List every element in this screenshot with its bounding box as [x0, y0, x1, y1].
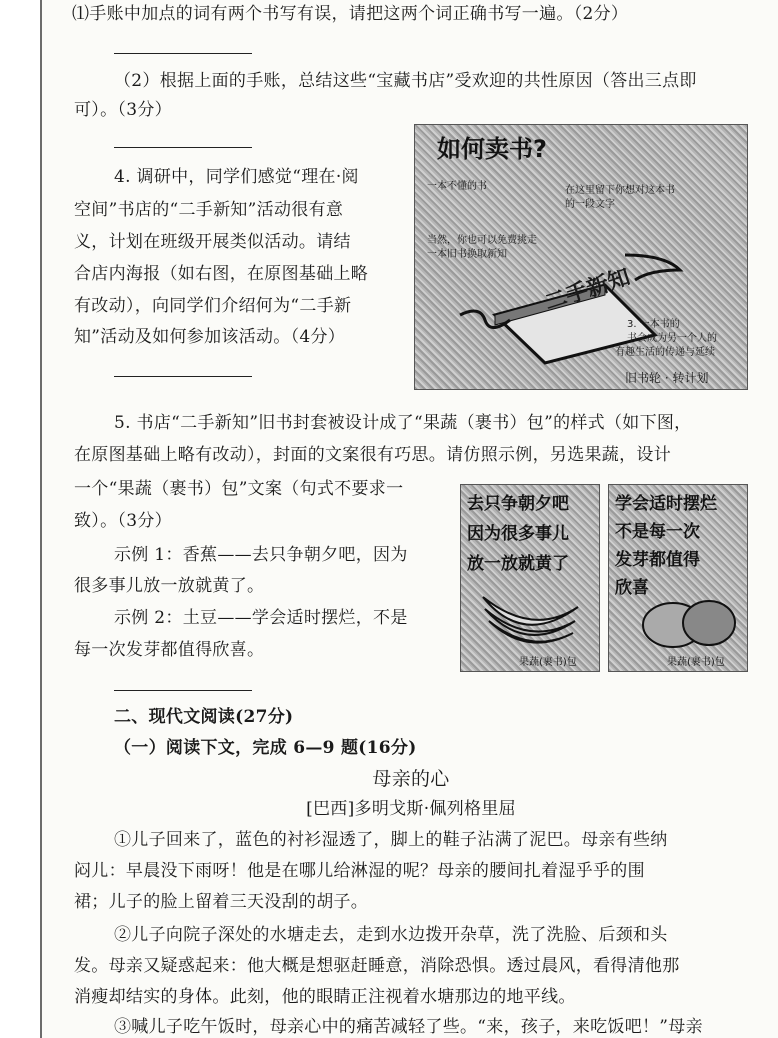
q3-part1: ⑴手账中加点的词有两个书写有误，请把这两个词正确书写一遍。（2分）	[72, 4, 629, 24]
answer-blank[interactable]	[114, 690, 252, 691]
bag-text: 发芽都值得	[615, 550, 700, 570]
q3-part2-cont: 可）。（3分）	[74, 100, 172, 120]
poster-title: 如何卖书?	[437, 135, 547, 163]
poster-text: 当然，你也可以免费挑走	[427, 235, 537, 246]
bag-text: 欣喜	[615, 578, 649, 598]
q4-line: 合店内海报（如右图，在原图基础上略	[74, 264, 369, 284]
bookstore-poster-image	[414, 124, 748, 390]
bag-text: 因为很多事儿	[467, 524, 569, 544]
poster-text: 书会成为另一个人的	[627, 333, 717, 344]
q5-line: 一个“果蔬（裹书）包”文案（句式不要求一	[74, 479, 404, 499]
section-heading: 二、现代文阅读(27分)	[114, 707, 294, 727]
q5-line: 在原图基础上略有改动），封面的文案很有巧思。请仿照示例，另选果蔬，设计	[74, 445, 671, 465]
article-title: 母亲的心	[372, 768, 450, 790]
answer-blank[interactable]	[114, 53, 252, 54]
answer-blank[interactable]	[114, 376, 252, 377]
poster-text: 一本不懂的书	[427, 181, 487, 192]
q4-line: 义，计划在班级开展类似活动。请结	[74, 232, 351, 252]
poster-text: 3. 一本书的	[627, 319, 680, 330]
section-subheading: （一）阅读下文，完成 6—9 题(16分)	[114, 738, 417, 758]
poster-text: 一本旧书换取新知	[427, 249, 507, 260]
bag-text: 不是每一次	[615, 522, 700, 542]
q5-line: 5. 书店“二手新知”旧书封套被设计成了“果蔬（裹书）包”的样式（如下图，	[114, 413, 692, 433]
q5-example: 很多事儿放一放就黄了。	[74, 576, 265, 596]
article-paragraph-line: ③喊儿子吃午饭时，母亲心中的痛苦减轻了些。“来，孩子，来吃饭吧！”母亲	[114, 1017, 703, 1037]
poster-footer: 旧书轮 · 转计划	[625, 371, 709, 385]
banana-icon	[475, 577, 585, 647]
bag-label: 果蔬(裹书)包	[519, 657, 577, 668]
q5-example: 示例 1：香蕉——去只争朝夕吧，因为	[114, 545, 408, 565]
article-paragraph-line: 闷儿：早晨没下雨呀！他是在哪儿给淋湿的呢？母亲的腰间扎着湿乎乎的围	[74, 861, 645, 881]
bag-text: 去只争朝夕吧	[467, 494, 569, 514]
article-paragraph-line: 消瘦却结实的身体。此刻，他的眼睛正注视着水塘那边的地平线。	[74, 987, 576, 1007]
article-paragraph-line: ②儿子向院子深处的水塘走去，走到水边拨开杂草，洗了洗脸、后颈和头	[114, 925, 668, 945]
poster-text: 在这里留下你想对这本书	[565, 185, 675, 196]
bag-label: 果蔬(裹书)包	[667, 657, 725, 668]
q4-line: 4. 调研中，同学们感觉“理在·阅	[114, 167, 359, 187]
q5-example: 每一次发芽都值得欣喜。	[74, 640, 265, 660]
poster-text: 有趣生活的传递与延续	[615, 347, 715, 358]
article-paragraph-line: ①儿子回来了，蓝色的衬衫湿透了，脚上的鞋子沾满了泥巴。母亲有些纳	[114, 830, 668, 850]
exam-page	[40, 0, 778, 1038]
potato-bag-image	[608, 484, 748, 672]
answer-blank[interactable]	[114, 147, 252, 148]
banana-bag-image	[460, 484, 600, 672]
q5-line: 致）。（3分）	[74, 511, 172, 531]
bag-text: 放一放就黄了	[467, 554, 569, 574]
q4-line: 知”活动及如何参加该活动。（4分）	[74, 327, 346, 347]
poster-book-title: 二手新知	[541, 264, 634, 316]
q3-part2: （2）根据上面的手账，总结这些“宝藏书店”受欢迎的共性原因（答出三点即	[114, 71, 697, 91]
bag-text: 学会适时摆烂	[615, 494, 717, 514]
article-paragraph-line: 裙；儿子的脸上留着三天没刮的胡子。	[74, 892, 369, 912]
article-author: [巴西]多明戈斯·佩列格里屈	[306, 799, 516, 819]
q5-example: 示例 2：土豆——学会适时摆烂，不是	[114, 608, 408, 628]
poster-text: 的一段文字	[565, 199, 615, 210]
q4-line: 有改动），向同学们介绍何为“二手新	[74, 296, 352, 316]
potato-icon	[639, 595, 739, 651]
q4-line: 空间”书店的“二手新知”活动很有意	[74, 200, 344, 220]
article-paragraph-line: 发。母亲又疑惑起来：他大概是想驱赶睡意，消除恐惧。透过晨风，看得清他那	[74, 956, 680, 976]
